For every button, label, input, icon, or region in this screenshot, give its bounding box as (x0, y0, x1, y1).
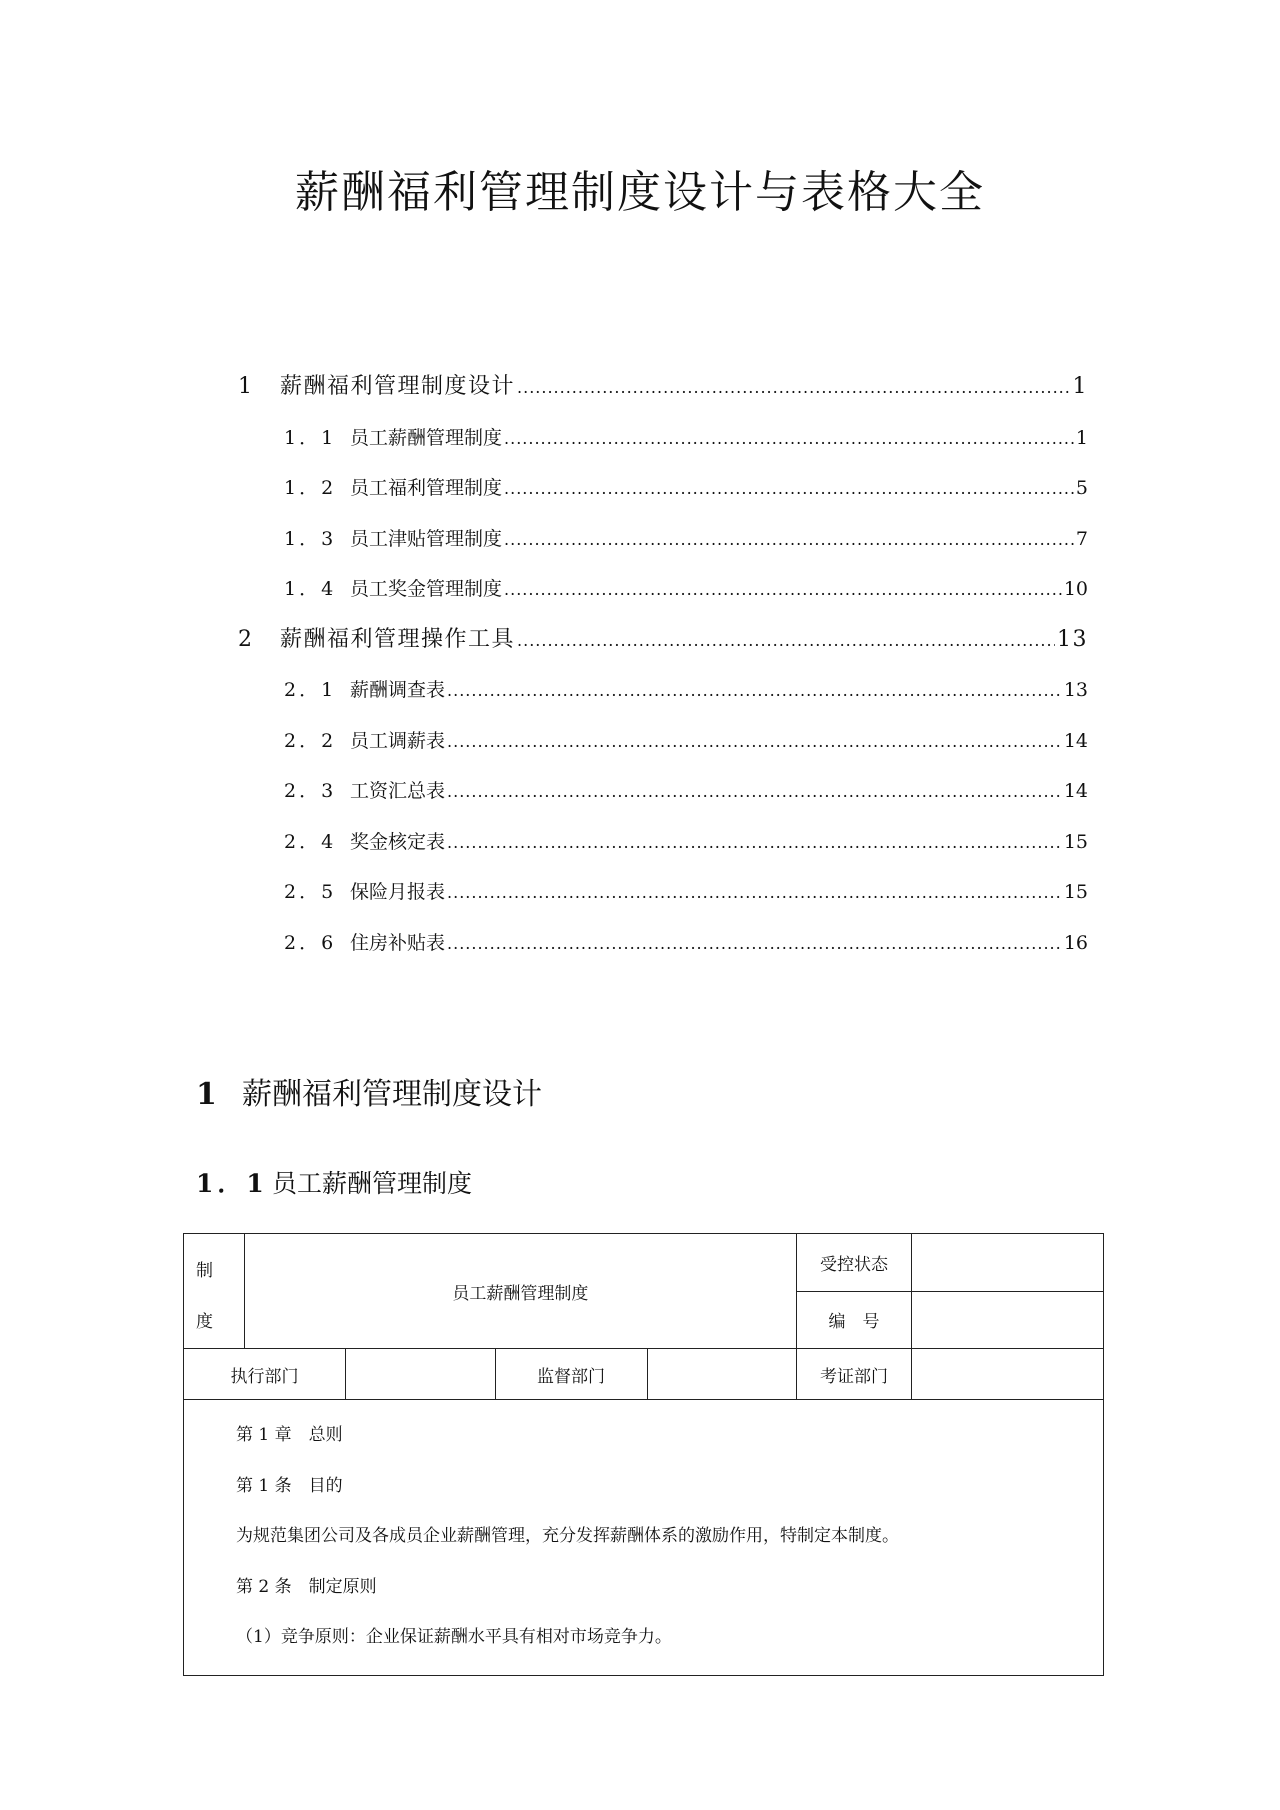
supervise-dept-value-cell[interactable] (647, 1349, 797, 1400)
number-label-cell: 编 号 (797, 1291, 912, 1349)
toc-entry-number: 2．5 (284, 881, 337, 903)
exec-dept-label-cell: 执行部门 (184, 1349, 346, 1400)
verify-dept-label-cell: 考证部门 (797, 1349, 912, 1400)
toc-dot-leader (447, 818, 1062, 869)
toc-entry-title: 住房补贴表 (350, 931, 446, 954)
body-paragraph: 为规范集团公司及各成员企业薪酬管理，充分发挥薪酬体系的激励作用，特制定本制度。 (236, 1526, 899, 1546)
toc-dot-leader (504, 464, 1074, 515)
section-title: 薪酬福利管理制度设计 (242, 1077, 542, 1112)
toc-dot-leader (517, 363, 1070, 414)
policy-name-cell: 员工薪酬管理制度 (244, 1234, 797, 1349)
table-of-contents (238, 362, 1088, 968)
toc-entry-number: 1．1 (284, 426, 337, 449)
zhidu-char-1: 制 (196, 1261, 213, 1281)
toc-entry-page: 7 (1075, 527, 1088, 550)
toc-dot-leader (504, 515, 1074, 566)
toc-entry-title: 保险月报表 (350, 881, 446, 903)
toc-entry-title: 奖金核定表 (350, 830, 446, 853)
toc-entry-page: 15 (1063, 830, 1088, 853)
toc-entry-number: 1．3 (284, 527, 337, 550)
toc-entry-number: 1 (238, 374, 254, 399)
zhidu-label-cell (184, 1234, 245, 1349)
toc-entry-page: 1 (1072, 374, 1088, 399)
status-label-cell: 受控状态 (797, 1234, 912, 1292)
toc-entry-page: 13 (1063, 679, 1088, 701)
toc-entry-1-3[interactable] (238, 514, 1088, 565)
toc-entry-title: 员工奖金管理制度 (350, 578, 503, 600)
toc-entry-2[interactable] (238, 615, 1088, 666)
section-heading (196, 1070, 542, 1120)
toc-entry-title: 薪酬调查表 (350, 679, 446, 701)
toc-dot-leader (447, 767, 1062, 818)
toc-entry-number: 2．6 (284, 931, 337, 954)
toc-entry-page: 14 (1063, 729, 1088, 752)
toc-entry-page: 5 (1075, 477, 1088, 499)
toc-dot-leader (447, 919, 1062, 970)
toc-entry-number: 2 (238, 626, 254, 652)
toc-entry-title: 员工薪酬管理制度 (350, 426, 503, 449)
number-value-cell[interactable] (911, 1291, 1103, 1349)
toc-entry-page: 1 (1075, 426, 1088, 449)
toc-entry-title: 员工福利管理制度 (350, 477, 503, 499)
policy-table (183, 1233, 1104, 1676)
zhidu-char-2: 度 (196, 1312, 213, 1332)
toc-entry-page: 13 (1057, 626, 1088, 652)
toc-entry-number: 2．4 (284, 830, 337, 853)
toc-entry-2-4[interactable] (238, 817, 1088, 868)
section-number: 1 (196, 1077, 217, 1112)
subsection-title: 员工薪酬管理制度 (272, 1169, 473, 1198)
toc-entry-title: 工资汇总表 (350, 780, 446, 802)
toc-entry-title: 薪酬福利管理制度设计 (280, 374, 516, 399)
toc-entry-2-3[interactable] (238, 766, 1088, 817)
subsection-number: 1．1 (196, 1169, 268, 1198)
status-value-cell[interactable] (911, 1234, 1103, 1292)
toc-entry-title: 员工调薪表 (350, 729, 446, 752)
toc-entry-number: 1．2 (284, 477, 337, 499)
toc-dot-leader (504, 565, 1062, 616)
toc-entry-2-6[interactable] (238, 918, 1088, 969)
verify-dept-value-cell[interactable] (911, 1349, 1103, 1400)
body-paragraph: （1）竞争原则：企业保证薪酬水平具有相对市场竞争力。 (236, 1627, 672, 1647)
article-heading: 第 2 条 制定原则 (236, 1576, 377, 1597)
toc-entry-2-5[interactable] (238, 867, 1088, 918)
toc-entry-number: 1．4 (284, 578, 337, 600)
toc-entry-1-4[interactable] (238, 564, 1088, 615)
toc-entry-number: 2．3 (284, 780, 337, 802)
toc-entry-page: 14 (1063, 780, 1088, 802)
toc-dot-leader (517, 616, 1055, 667)
toc-entry-page: 10 (1063, 578, 1088, 600)
toc-entry-number: 2．1 (284, 679, 337, 701)
toc-entry-1-2[interactable] (238, 463, 1088, 514)
chapter-heading: 第 1 章 总则 (236, 1425, 343, 1445)
toc-dot-leader (447, 868, 1062, 919)
toc-dot-leader (447, 717, 1062, 768)
toc-entry-1-1[interactable] (238, 413, 1088, 464)
toc-entry-1[interactable] (238, 362, 1088, 413)
policy-body-cell (184, 1400, 1104, 1676)
subsection-heading (196, 1162, 472, 1206)
toc-entry-title: 员工津贴管理制度 (350, 527, 503, 550)
toc-entry-page: 15 (1063, 881, 1088, 903)
toc-entry-page: 16 (1063, 931, 1088, 954)
toc-dot-leader (447, 666, 1062, 717)
article-heading: 第 1 条 目的 (236, 1475, 343, 1496)
toc-entry-title: 薪酬福利管理操作工具 (280, 626, 516, 652)
toc-entry-2-2[interactable] (238, 716, 1088, 767)
toc-entry-number: 2．2 (284, 729, 337, 752)
toc-dot-leader (504, 414, 1074, 465)
toc-entry-2-1[interactable] (238, 665, 1088, 716)
document-title: 薪酬福利管理制度设计与表格大全 (295, 167, 985, 218)
exec-dept-value-cell[interactable] (345, 1349, 495, 1400)
supervise-dept-label-cell: 监督部门 (495, 1349, 647, 1400)
